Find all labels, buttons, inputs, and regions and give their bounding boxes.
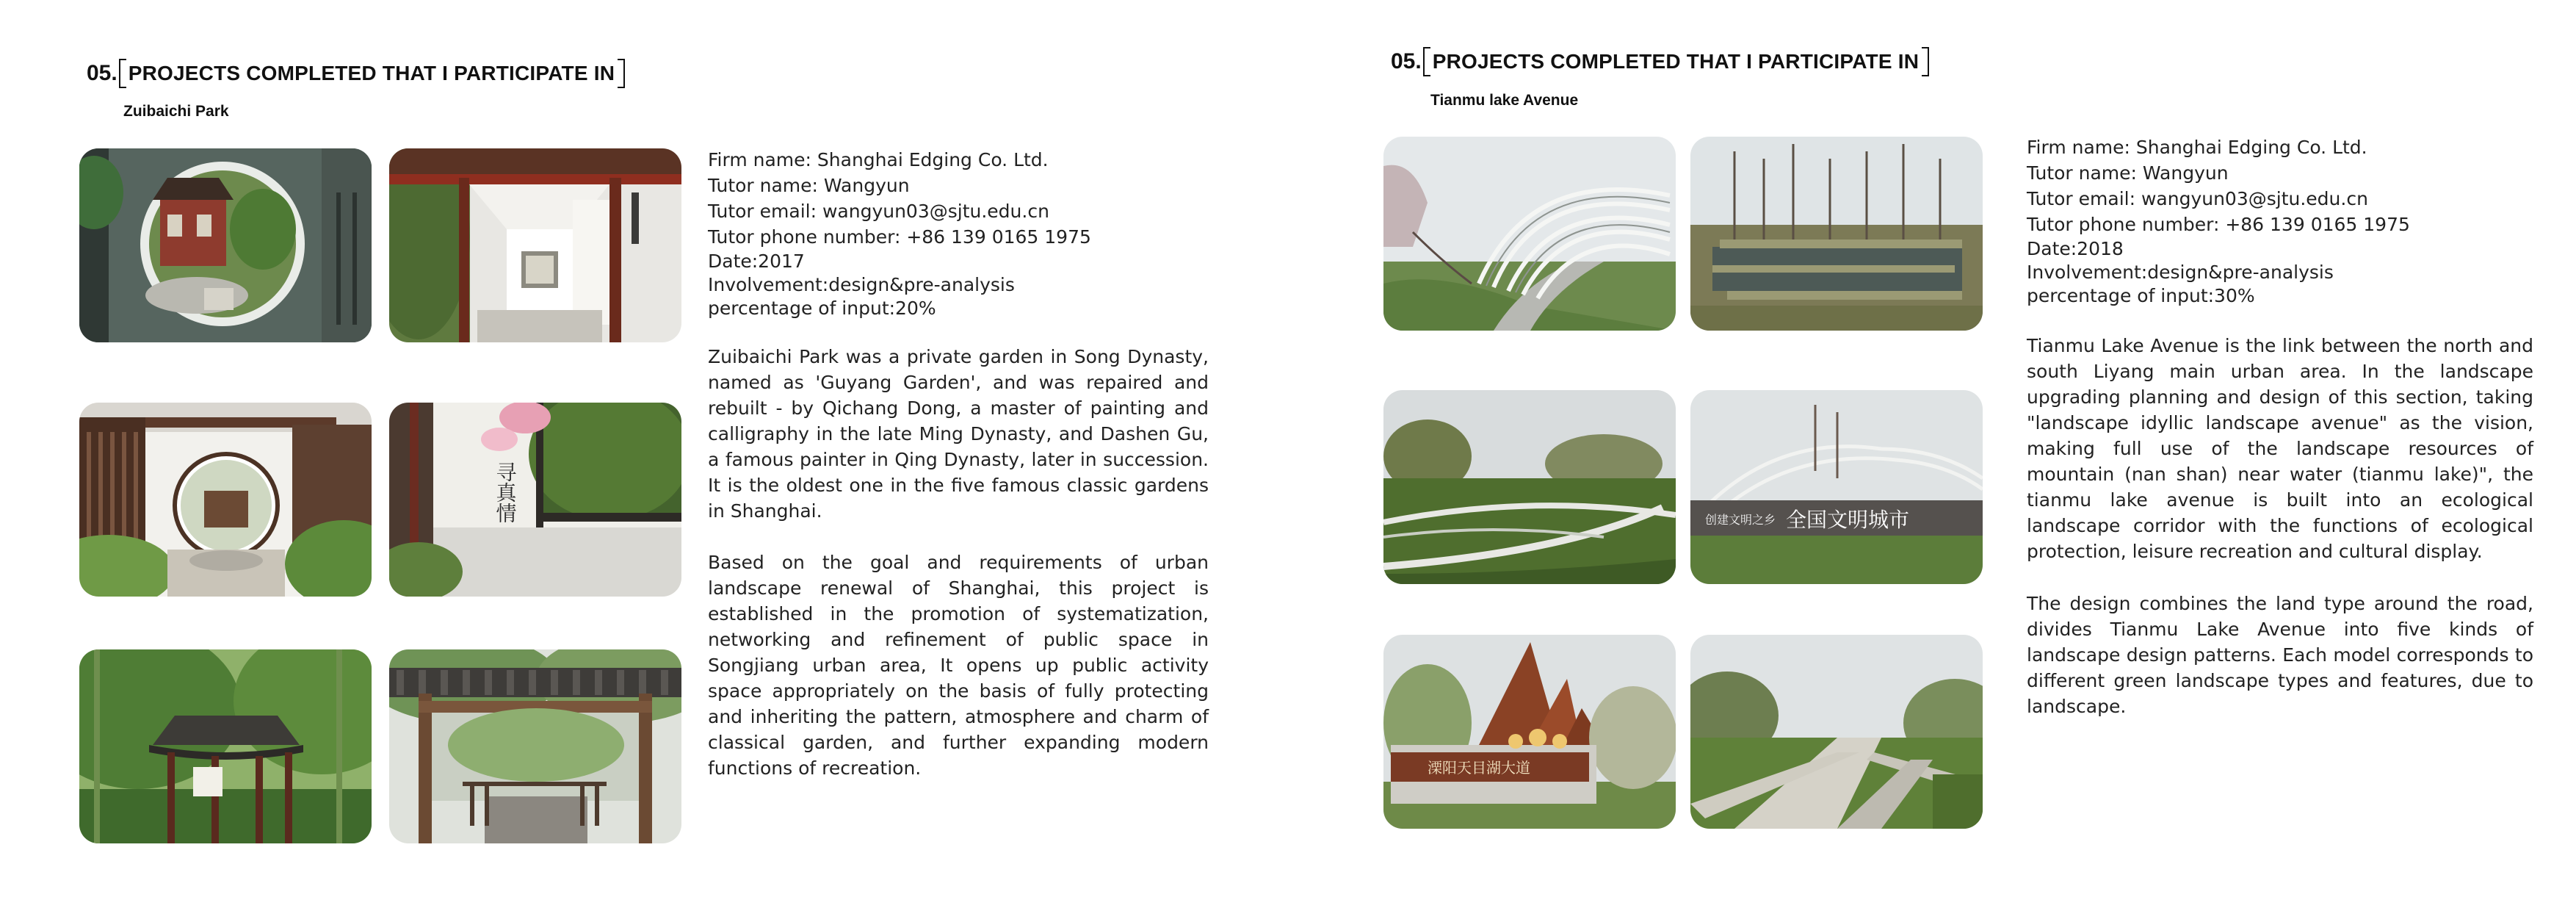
photo-arch-sculpture bbox=[1383, 137, 1676, 331]
description-paragraph: Zuibaichi Park was a private garden in Song Dynasty, named as 'Guyang Garden', and was repaired and rebuilt - by Qichang Dong, a master of painting and calligraphy in the late Ming Dynasty, and Dashen Gu, a famous painter in Qing Dynasty, later in succession. It is the oldest one in the five famous classic gardens in Shanghai. bbox=[708, 346, 1209, 522]
input-percentage: percentage of input:30% bbox=[2027, 285, 2255, 306]
input-percentage: percentage of input:20% bbox=[708, 298, 936, 319]
sign-inscription: 寻真情 bbox=[493, 461, 518, 523]
project-name: Zuibaichi Park bbox=[123, 103, 229, 120]
project-name: Tianmu lake Avenue bbox=[1430, 92, 1579, 109]
project-date: Date:2018 bbox=[2027, 238, 2124, 259]
description-paragraph: Tianmu Lake Avenue is the link between the north and south Liyang main urban area. In the landscape upgrading planning and design of this section, taking "landscape idyllic landscape avenue" as the vision, making full use of the landscape resources of mountain (nan shan) near water (tianmu lake)", the tianmu lake avenue is built into an ecological landscape corridor with the functions of ecological protection, leisure recreation and cultural display. bbox=[2027, 335, 2533, 562]
project-info bbox=[2027, 134, 2410, 308]
description-paragraph: The design combines the land type around the road, divides Tianmu Lake Avenue into five kinds of landscape design patterns. Each model corresponds to different green landscape types and features, due to landscape. bbox=[2027, 593, 2533, 717]
firm-name: Firm name: Shanghai Edging Co. Ltd. bbox=[708, 149, 1049, 170]
photo-garden-gate bbox=[389, 649, 681, 843]
firm-name: Firm name: Shanghai Edging Co. Ltd. bbox=[2027, 137, 2367, 158]
sign-liyang: 溧阳天目湖大道 bbox=[1428, 759, 1530, 777]
photo-pavilion bbox=[79, 649, 372, 843]
photo-civilized-city-sign bbox=[1690, 390, 1983, 584]
section-number: 05. bbox=[87, 61, 117, 85]
tutor-name: Tutor name: Wangyun bbox=[2027, 162, 2229, 184]
section-number: 05. bbox=[1391, 49, 1422, 73]
project-date: Date:2017 bbox=[708, 251, 805, 272]
tutor-phone: Tutor phone number: +86 139 0165 1975 bbox=[708, 226, 1091, 248]
section-title: PROJECTS COMPLETED THAT I PARTICIPATE IN bbox=[128, 62, 615, 84]
tutor-name: Tutor name: Wangyun bbox=[708, 175, 910, 196]
sign-small-text: 创建文明之乡 bbox=[1705, 513, 1776, 527]
tutor-email: Tutor email: wangyun03@sjtu.edu.cn bbox=[2027, 188, 2368, 209]
description-paragraph: Based on the goal and requirements of urban landscape renewal of Shanghai, this project is established in the promotion of systematization, networking and refinement of public space in Songjiang urban area, It opens up public activity space appropriately on the basis of fully protecting and inheriting the pattern, atmosphere and charm of classical garden, and further expanding modern functions of recreation. bbox=[708, 552, 1209, 779]
bracket-close-icon bbox=[618, 59, 625, 88]
right-page bbox=[1288, 0, 2576, 911]
photo-wall-inscription bbox=[389, 403, 681, 597]
bracket-open-icon bbox=[119, 59, 126, 88]
bracket-open-icon bbox=[1423, 47, 1430, 76]
involvement: Involvement:design&pre-analysis bbox=[708, 274, 1015, 295]
photo-wetland bbox=[1690, 137, 1983, 331]
bracket-close-icon bbox=[1922, 47, 1929, 76]
photo-terraced-paths bbox=[1690, 635, 1983, 829]
photo-curved-lawn bbox=[1383, 390, 1676, 584]
section-title: PROJECTS COMPLETED THAT I PARTICIPATE IN bbox=[1432, 50, 1920, 73]
photo-rust-sculpture bbox=[1383, 635, 1676, 829]
section-heading bbox=[1391, 47, 1929, 76]
photo-round-gate-courtyard bbox=[79, 403, 372, 597]
photo-moon-gate bbox=[79, 148, 372, 342]
photo-corridor bbox=[389, 148, 681, 342]
sign-civilized-city: 全国文明城市 bbox=[1786, 508, 1910, 532]
tutor-phone: Tutor phone number: +86 139 0165 1975 bbox=[2027, 214, 2410, 235]
project-info bbox=[708, 147, 1091, 320]
tutor-email: Tutor email: wangyun03@sjtu.edu.cn bbox=[708, 201, 1049, 222]
involvement: Involvement:design&pre-analysis bbox=[2027, 262, 2334, 283]
section-heading bbox=[87, 59, 625, 88]
